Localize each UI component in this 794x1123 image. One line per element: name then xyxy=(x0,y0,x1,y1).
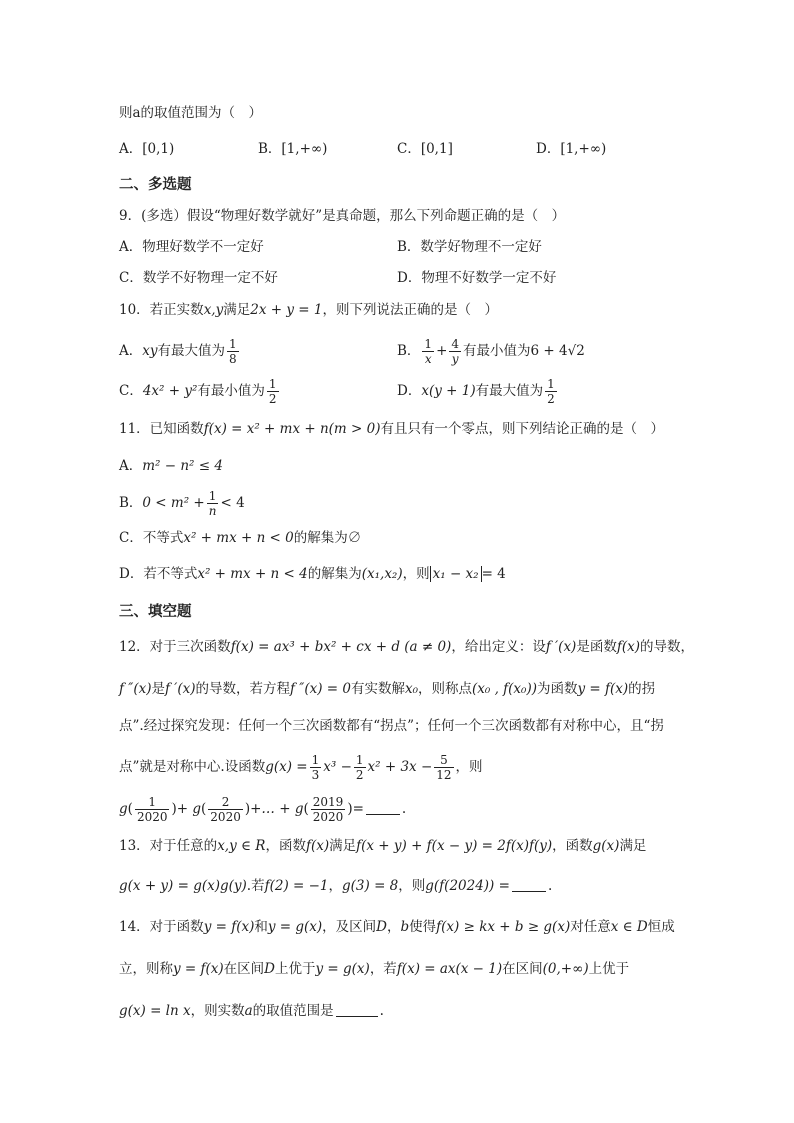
q13-g: g(x) xyxy=(592,838,620,854)
q14-text: ，若 xyxy=(369,961,397,977)
answer-blank xyxy=(336,1002,378,1017)
q11-c-expr: x² + mx + n < 0 xyxy=(183,530,294,546)
q9-option-b: B．数学好物理不一定好 xyxy=(397,239,542,255)
q14-text: 在区间 xyxy=(502,961,543,977)
q12-frac xyxy=(135,795,170,824)
q12-term: + g xyxy=(176,801,202,817)
q10-b-text: 有最小值为 xyxy=(463,343,531,359)
q12-text: 的导数， xyxy=(640,639,694,655)
q10-c-label: C． xyxy=(119,383,143,399)
q14-text: . xyxy=(379,1003,384,1019)
q12-line-1 xyxy=(119,637,694,657)
q12-text: 有实数解 xyxy=(350,681,405,697)
q11-d-abs: x₁ − x₂ xyxy=(430,566,482,582)
q10-a-label: A． xyxy=(119,343,143,359)
q10-stem xyxy=(119,300,498,320)
frac-num: 1 xyxy=(355,753,364,767)
q14-text: 对任意 xyxy=(570,919,611,935)
q10-option-d xyxy=(397,377,559,406)
q13-text: 13．对于任意的 xyxy=(119,838,218,854)
q10-b-value: 6 + 4√2 xyxy=(530,343,585,359)
q12-term: +… + g xyxy=(250,801,304,817)
frac-den: 8 xyxy=(229,352,237,366)
frac-num: 1 xyxy=(229,337,237,351)
q10-stem-pre: 10．若正实数 xyxy=(119,302,204,318)
q14-text: 上优于 xyxy=(275,961,316,977)
q12-text: ，给出定义：设 xyxy=(451,639,546,655)
q12-text: 为函数 xyxy=(537,681,578,697)
q14-text: 14．对于函数 xyxy=(119,919,204,935)
q13-text: . xyxy=(547,878,553,894)
q10-c-text: 有最小值为 xyxy=(197,383,265,399)
q14-D: D xyxy=(376,919,387,935)
frac-num: 2 xyxy=(208,795,243,810)
q12-eq: f ″(x) = 0 xyxy=(290,681,351,697)
q10-stem-post: ，则下列说法正确的是（ ） xyxy=(322,302,498,318)
frac-den: y xyxy=(451,352,459,366)
q14-yg: y = g(x) xyxy=(315,961,370,977)
q14-text: 立，则称 xyxy=(119,961,173,977)
q12-line-3: 点”.经过探究发现：任何一个三次函数都有“拐点”；任何一个三次函数都有对称中心，且“拐 xyxy=(119,718,664,734)
answer-blank xyxy=(366,800,400,815)
q13-query: g(f(2024)) = xyxy=(425,878,510,894)
q12-line-5: g( $\frac{1}{2020}$ )+ g( $\frac{2}{2020}$ )+… + g( $\frac{2019}{2020}$ )= . xyxy=(119,795,407,824)
q14-yf: y = f(x) xyxy=(173,961,224,977)
q10-d-text: 有最大值为 xyxy=(475,383,544,399)
frac-den: 2 xyxy=(547,392,555,406)
q11-option-c xyxy=(119,528,361,548)
q12-g: g xyxy=(119,801,128,817)
q12-text: 点”就是对称中心.设函数 xyxy=(119,759,266,775)
q11-d-expr: x² + mx + n < 4 xyxy=(197,566,308,582)
q10-c-expr: 4x² + y² xyxy=(142,383,198,399)
q10-b-plus: + xyxy=(436,343,448,359)
q12-frac xyxy=(208,795,243,824)
q13-line-2 xyxy=(119,876,552,896)
q14-interval: (0,+∞) xyxy=(542,961,589,977)
q12-fpp: f ″(x) xyxy=(119,681,152,697)
frac-num: 2019 xyxy=(312,795,344,809)
q12-term: x³ − xyxy=(323,759,352,775)
q12-text: 12．对于三次函数 xyxy=(119,639,231,655)
q11-stem-pre: 11．已知函数 xyxy=(119,421,204,437)
q11-d-label: D．若不等式 xyxy=(119,566,198,582)
q8-stem-tail: 则a的取值范围为（ ） xyxy=(119,105,263,121)
q14-text: ， xyxy=(387,919,401,935)
q14-text: 和 xyxy=(254,919,268,935)
frac-den: 3 xyxy=(311,768,320,782)
q14-gx: g(x) = ln x xyxy=(119,1003,191,1019)
q9-option-a: A．物理好数学不一定好 xyxy=(119,239,264,255)
frac-den: n xyxy=(208,504,217,518)
q12-frac xyxy=(311,795,346,824)
q13-text: 满足 xyxy=(619,838,647,854)
frac-den: 2020 xyxy=(136,810,168,824)
q12-fprime: f ′(x) xyxy=(164,681,196,697)
q9-option-c: C．数学不好物理一定不好 xyxy=(119,270,278,286)
section-title-fill-in: 三、填空题 xyxy=(119,603,192,620)
frac-den: x xyxy=(424,352,432,366)
frac-num: 1 xyxy=(311,753,320,767)
q14-a: a xyxy=(244,1003,253,1019)
q12-text: 是 xyxy=(151,681,165,697)
frac-num: 1 xyxy=(424,337,433,351)
q10-stem-mid: 满足 xyxy=(223,302,251,318)
q13-text: .若 xyxy=(246,878,265,894)
q10-equation: 2x + y = 1 xyxy=(250,302,323,318)
q12-frac xyxy=(354,753,366,782)
q14-line-3 xyxy=(119,1001,384,1021)
q14-text: ，则实数 xyxy=(190,1003,245,1019)
frac-den: 12 xyxy=(436,768,452,782)
q11-stem-post: 有且只有一个零点，则下列结论正确的是（ ） xyxy=(380,421,664,437)
q14-text: 使得 xyxy=(409,919,437,935)
q14-line-2 xyxy=(119,959,629,979)
q13-text: ， xyxy=(328,878,343,894)
q11-option-d xyxy=(119,564,506,584)
q10-option-c xyxy=(119,377,281,406)
q13-text: ，则 xyxy=(398,878,426,894)
q10-a-text: 有最大值为 xyxy=(157,343,225,359)
q13-text: ，函数 xyxy=(265,838,306,854)
q10-vars: x,y xyxy=(203,302,224,318)
q12-f: f(x) xyxy=(616,639,640,655)
q11-b-left: 0 < m² + xyxy=(142,495,205,511)
q12-eq: = xyxy=(352,801,364,817)
q12-frac xyxy=(434,753,453,782)
q11-a-label: A． xyxy=(119,458,143,474)
q9-stem: 9．(多选）假设“物理好数学就好”是真命题，那么下列命题正确的是（ ） xyxy=(119,208,566,224)
q11-a-expr: m² − n² ≤ 4 xyxy=(142,458,223,474)
frac-den: 2020 xyxy=(312,810,344,824)
frac-num: 4 xyxy=(451,337,460,351)
q11-c-label: C．不等式 xyxy=(119,530,184,546)
frac-num: 5 xyxy=(434,753,453,768)
q9-option-d: D．物理不好数学一定不好 xyxy=(397,270,557,286)
frac-num: 1 xyxy=(268,377,277,391)
q11-d-value: = 4 xyxy=(481,566,506,582)
q12-point: (x₀ , f(x₀)) xyxy=(472,681,537,697)
q12-text: . xyxy=(401,801,407,817)
q14-D: D xyxy=(264,961,275,977)
q14-text: 恒成 xyxy=(647,919,675,935)
q13-f: f(x) xyxy=(305,838,330,854)
q13-text: 满足 xyxy=(329,838,357,854)
q12-text: ，则 xyxy=(455,759,483,775)
q10-d-expr: x(y + 1) xyxy=(421,383,476,399)
q10-c-fraction xyxy=(267,377,279,406)
q12-line-4 xyxy=(119,753,483,782)
q13-line-1 xyxy=(119,836,646,856)
q12-text: 是函数 xyxy=(576,639,617,655)
q11-stem xyxy=(119,419,664,439)
q14-yg: y = g(x) xyxy=(267,919,323,935)
q11-d-mid: 的解集为 xyxy=(307,566,362,582)
q11-b-right: < 4 xyxy=(220,495,245,511)
q11-option-a xyxy=(119,456,223,476)
q13-eq: f(x + y) + f(x − y) = 2f(x)f(y) xyxy=(356,838,553,854)
q11-d-interval: (x₁,x₂) xyxy=(361,566,403,582)
q12-line-2 xyxy=(119,679,655,699)
q14-text: 的取值范围是 xyxy=(252,1003,334,1019)
q12-text: 的导数，若方程 xyxy=(195,681,290,697)
frac-den: 2020 xyxy=(210,810,241,824)
q11-function: f(x) = x² + mx + n(m > 0) xyxy=(203,421,381,437)
q8-option-b: B．[1,+∞) xyxy=(258,141,328,157)
q10-b-frac2 xyxy=(449,337,461,366)
q14-text: 在区间 xyxy=(223,961,265,977)
q11-b-label: B． xyxy=(119,495,143,511)
frac-den: 2 xyxy=(268,392,277,406)
q10-d-label: D． xyxy=(397,383,422,399)
q8-option-d: D．[1,+∞) xyxy=(536,141,607,157)
q8-option-a: A．[0,1) xyxy=(119,141,175,157)
q10-a-var: xy xyxy=(142,343,158,359)
q12-term: x² + 3x − xyxy=(367,759,433,775)
q11-b-fraction xyxy=(207,489,219,518)
q14-yf: y = f(x) xyxy=(203,919,255,935)
q11-option-b xyxy=(119,489,245,518)
q8-option-c: C．[0,1] xyxy=(397,141,453,157)
q12-g: g(x) = xyxy=(265,759,308,775)
q10-a-fraction xyxy=(227,337,239,366)
q12-text: 的拐 xyxy=(628,681,656,697)
q14-line-1 xyxy=(119,917,675,937)
q10-b-label: B． xyxy=(397,343,421,359)
q11-c-post: 的解集为∅ xyxy=(293,530,362,546)
q14-fx: f(x) = ax(x − 1) xyxy=(396,961,503,977)
section-title-multi-choice: 二、多选题 xyxy=(119,176,192,193)
q12-fprime: f ′(x) xyxy=(545,639,577,655)
q10-option-a xyxy=(119,337,241,366)
q14-b: b xyxy=(400,919,410,935)
q10-b-frac1 xyxy=(422,337,434,366)
frac-den: 2 xyxy=(355,768,364,782)
q13-f2: f(2) = −1 xyxy=(264,878,329,894)
q14-xD: x ∈ D xyxy=(610,919,648,935)
q13-vars: x,y ∈ R xyxy=(217,838,266,854)
q12-y: y = f(x) xyxy=(577,681,629,697)
q14-text: 上优于 xyxy=(588,961,630,977)
q12-text: ，则称点 xyxy=(418,681,472,697)
q14-ineq: f(x) ≥ kx + b ≥ g(x) xyxy=(436,919,571,935)
frac-num: 1 xyxy=(547,377,555,391)
frac-num: 1 xyxy=(207,489,219,504)
q10-d-fraction xyxy=(545,377,557,406)
q13-g3: g(3) = 8 xyxy=(342,878,399,894)
frac-num: 1 xyxy=(135,795,170,810)
q12-cubic: f(x) = ax³ + bx² + cx + d (a ≠ 0) xyxy=(230,639,452,655)
q13-eq: g(x + y) = g(x)g(y) xyxy=(119,878,247,894)
q11-d-then: ，则 xyxy=(402,566,430,582)
q12-x0: x₀ xyxy=(404,681,418,697)
q13-text: ，函数 xyxy=(552,838,593,854)
q12-frac xyxy=(310,753,322,782)
q10-option-b xyxy=(397,337,585,366)
q14-text: ，及区间 xyxy=(322,919,377,935)
answer-blank xyxy=(512,877,546,892)
